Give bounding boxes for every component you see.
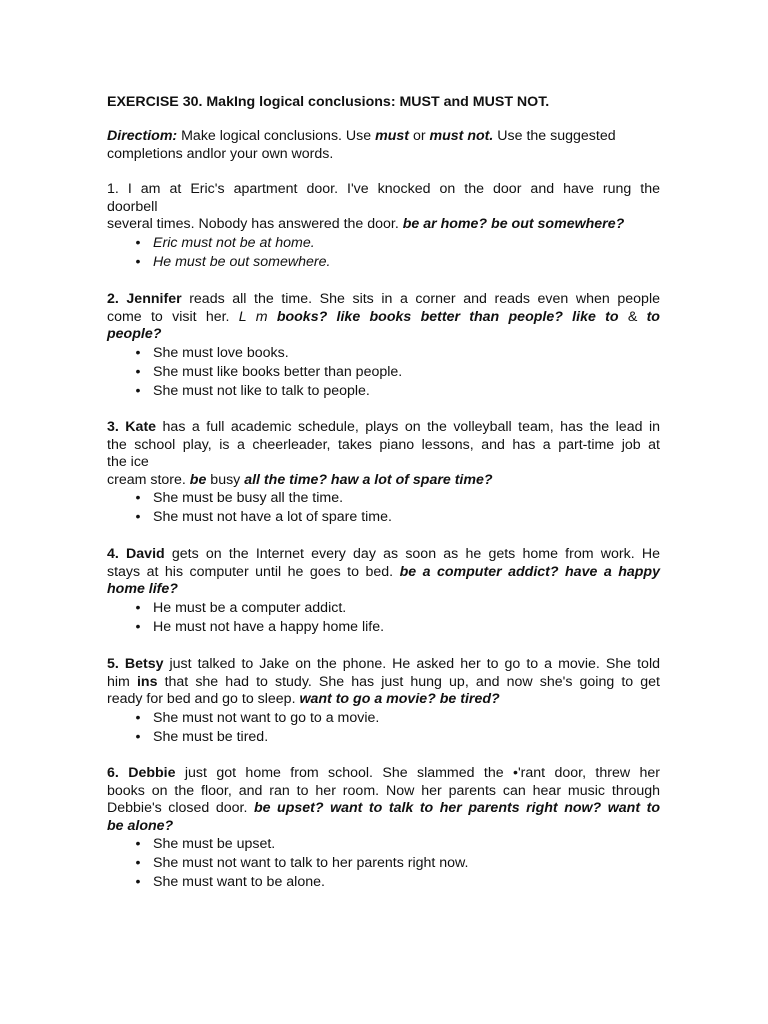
answer-text: He must be a computer addict. <box>153 599 347 616</box>
item-4-text <box>107 546 660 599</box>
bullet-icon: • <box>135 509 141 526</box>
answer-item <box>107 599 660 618</box>
item-6-line-4: be alone? <box>107 817 174 834</box>
answer-text: She must not want to talk to her parents right now. <box>153 855 469 872</box>
item-2-ampersand: & <box>618 308 647 325</box>
item-5-line-1 <box>107 656 660 674</box>
item-2-line-1 <box>107 291 660 309</box>
item-5-answers <box>107 709 660 747</box>
item-5-him: him <box>107 673 137 690</box>
item-3-number: 3. Kate <box>107 419 157 435</box>
item-4-line-1 <box>107 546 660 564</box>
bullet-icon: • <box>135 599 141 616</box>
item-5-prompt: want to go a movie? be tired? <box>299 691 500 708</box>
item-5-sentence-3: ready for bed and go to sleep. <box>107 691 300 708</box>
answer-item <box>107 253 660 272</box>
item-4-sentence-1: gets on the Internet every day as soon as he gets home from work. He <box>164 546 660 562</box>
answer-text: She must be busy all the time. <box>153 490 344 507</box>
item-5-ins: ins <box>136 673 158 690</box>
item-6-sentence-1: just got home from school. She slammed the •'rant door, threw her <box>175 765 660 781</box>
answer-text: She must not like to talk to people. <box>153 382 370 399</box>
item-2-prompt: books? like books better than people? like to <box>276 308 619 325</box>
direction-label: Directiom: <box>107 128 178 144</box>
bullet-icon: • <box>135 234 141 251</box>
answer-item <box>107 382 660 401</box>
answer-text: She must love books. <box>153 344 289 361</box>
answer-item <box>107 363 660 382</box>
item-3-line-3: the ice <box>107 454 149 471</box>
answer-item <box>107 618 660 637</box>
item-4-number: 4. David <box>107 546 165 562</box>
item-6-text <box>107 765 660 835</box>
item-3-busy: busy <box>206 471 245 488</box>
exercise-item-4 <box>107 546 660 637</box>
answer-item <box>107 835 660 854</box>
item-5-line-2 <box>107 674 660 692</box>
item-6-line-1 <box>107 765 660 783</box>
answer-text: She must be tired. <box>153 728 269 745</box>
item-3-line-1 <box>107 419 660 437</box>
item-2-answers <box>107 344 660 401</box>
item-4-sentence-2: stays at his computer until he goes to bed. <box>107 563 400 580</box>
exercise-item-3 <box>107 419 660 527</box>
exercise-item-1 <box>107 181 660 272</box>
exercise-item-6 <box>107 765 660 892</box>
item-2-text <box>107 291 660 344</box>
direction-must-not: must not. <box>429 128 494 144</box>
item-4-answers <box>107 599 660 637</box>
direction-text-2: or <box>409 128 430 144</box>
item-1-line-2: doorbell <box>107 198 158 215</box>
item-1-text <box>107 181 660 234</box>
item-3-line-2: the school play, is a cheerleader, takes piano lessons, and has a part-time job at <box>107 436 660 453</box>
answer-text: She must be upset. <box>153 836 276 853</box>
answer-item <box>107 234 660 253</box>
answer-text: He must be out somewhere. <box>153 253 331 270</box>
bullet-icon: • <box>135 253 141 270</box>
item-6-line-2: books on the floor, and ran to her room. Now her parents can hear music through <box>107 782 660 799</box>
bullet-icon: • <box>135 363 141 380</box>
item-5-number: 5. Betsy <box>107 656 164 672</box>
item-3-answers <box>107 489 660 527</box>
exercise-item-5 <box>107 656 660 747</box>
bullet-icon: • <box>135 490 141 507</box>
item-1-line-1: 1. I am at Eric's apartment door. I've knocked on the door and have rung the <box>107 181 660 197</box>
item-5-sentence-1: just talked to Jake on the phone. He asked her to go to a movie. She told <box>163 656 660 672</box>
bullet-icon: • <box>135 874 141 891</box>
item-4-prompt: be a computer addict? have a happy <box>399 563 660 580</box>
answer-text: She must like books better than people. <box>153 363 403 380</box>
item-1-line-3 <box>107 216 660 234</box>
item-2-line-3: people? <box>107 326 162 343</box>
direction-must: must <box>375 128 410 144</box>
answer-item <box>107 489 660 508</box>
item-2-sentence-1: reads all the time. She sits in a corner and reads even when people <box>181 291 660 307</box>
item-6-line-3 <box>107 800 660 818</box>
answer-text: She must not have a lot of spare time. <box>153 509 392 526</box>
item-1-prompt: be ar home? be out somewhere? <box>402 216 625 233</box>
exercise-item-2 <box>107 291 660 401</box>
answer-item <box>107 854 660 873</box>
item-3-line-4 <box>107 472 660 490</box>
answer-item <box>107 344 660 363</box>
answer-item <box>107 508 660 527</box>
answer-item <box>107 709 660 728</box>
answer-item <box>107 873 660 892</box>
bullet-icon: • <box>135 855 141 872</box>
item-1-answers <box>107 234 660 272</box>
item-5-line-3 <box>107 691 660 709</box>
item-1-sentence: several times. Nobody has answered the door. <box>107 216 403 233</box>
item-2-line-2 <box>107 309 660 327</box>
item-3-sentence-4: cream store. <box>107 471 190 488</box>
item-2-lm: L m <box>238 308 277 325</box>
bullet-icon: • <box>135 344 141 361</box>
item-6-sentence-3: Debbie's closed door. <box>107 800 254 817</box>
answer-text: He must not have a happy home life. <box>153 618 385 635</box>
item-2-number: 2. Jennifer <box>107 291 182 307</box>
item-6-answers <box>107 835 660 892</box>
item-2-sentence-2: come to visit her. <box>107 308 239 325</box>
answer-text: Eric must not be at home. <box>153 234 315 251</box>
item-2-prompt-2: to <box>646 308 660 325</box>
item-3-be: be <box>189 471 207 488</box>
item-5-text <box>107 656 660 709</box>
direction-block <box>107 128 667 163</box>
direction-line-2: completions andlor your own words. <box>107 145 334 162</box>
item-4-line-2 <box>107 564 660 582</box>
item-6-number: 6. Debbie <box>107 765 176 781</box>
bullet-icon: • <box>135 836 141 853</box>
item-3-text <box>107 419 660 489</box>
item-3-sentence-1: has a full academic schedule, plays on the volleyball team, has the lead in <box>156 419 660 435</box>
bullet-icon: • <box>135 382 141 399</box>
bullet-icon: • <box>135 709 141 726</box>
direction-text-3: Use the suggested <box>493 128 616 144</box>
bullet-icon: • <box>135 728 141 745</box>
bullet-icon: • <box>135 618 141 635</box>
answer-text: She must want to be alone. <box>153 874 325 891</box>
item-3-prompt: all the time? haw a lot of spare time? <box>244 471 493 488</box>
direction-text-1: Make logical conclusions. Use <box>177 128 376 144</box>
item-4-line-3: home life? <box>107 581 178 598</box>
answer-text: She must not want to go to a movie. <box>153 709 380 726</box>
exercise-title: EXERCISE 30. MakIng logical conclusions: MUST and MUST NOT. <box>107 94 550 110</box>
item-6-prompt: be upset? want to talk to her parents right now? want to <box>253 800 660 817</box>
answer-item <box>107 728 660 747</box>
item-5-sentence-2: that she had to study. She has just hung up, and now she's going to get <box>157 673 660 690</box>
